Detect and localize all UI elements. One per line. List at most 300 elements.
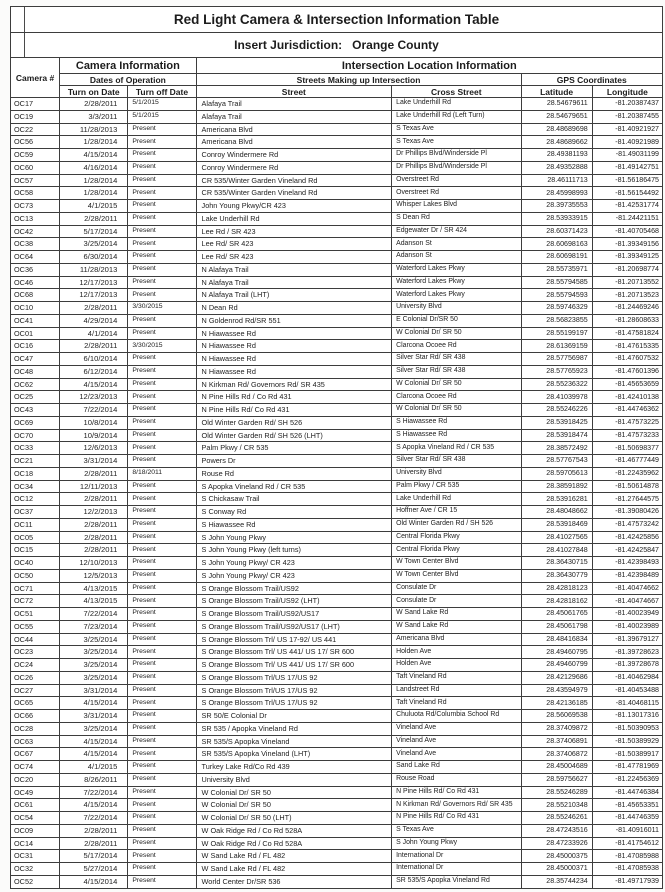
street-cell: Alafaya Trail [196,98,392,111]
camera-id-cell: OC64 [11,251,60,264]
latitude-cell: 28.53918469 [521,518,592,531]
turn-on-date-cell: 5/17/2014 [60,225,128,238]
camera-id-cell: OC46 [11,276,60,289]
longitude-cell: -81.24421151 [592,212,662,225]
longitude-cell: -81.50390953 [592,722,662,735]
cross-street-cell: S Texas Ave [392,136,521,149]
table-row [11,773,663,786]
camera-id-cell: OC59 [11,149,60,162]
longitude-cell: -81.47085988 [592,850,662,863]
camera-id-cell: OC24 [11,659,60,672]
camera-id-cell: OC20 [11,773,60,786]
turn-on-date-cell: 3/25/2014 [60,646,128,659]
table-row [11,710,663,723]
latitude-cell: 28.54679611 [521,98,592,111]
longitude-cell: -81.47573225 [592,416,662,429]
latitude-cell: 28.60698191 [521,251,592,264]
cross-street-cell: W Sand Lake Rd [392,620,521,633]
latitude-cell: 28.55199197 [521,327,592,340]
street-cell: S John Young Pkwy/ CR 423 [196,557,392,570]
longitude-cell: -81.47085938 [592,863,662,876]
camera-id-cell: OC40 [11,557,60,570]
latitude-cell: 28.35744234 [521,875,592,888]
jurisdiction-cell [11,33,663,58]
street-cell: SR 535 / Apopka Vineland Rd [196,722,392,735]
latitude-cell: 28.53933915 [521,212,592,225]
longitude-cell: -81.42398493 [592,557,662,570]
turn-off-date-cell: Present [128,710,196,723]
turn-off-date-cell: Present [128,416,196,429]
longitude-cell: -81.39679127 [592,633,662,646]
table-row [11,620,663,633]
latitude-cell: 28.56069538 [521,710,592,723]
cross-street-cell: Clarcona Ocoee Rd [392,340,521,353]
longitude-cell: -81.45653351 [592,799,662,812]
table-row [11,340,663,353]
street-cell: John Young Pkwy/CR 423 [196,200,392,213]
street-cell: SR 535/S Apopka Vineland [196,735,392,748]
camera-id-cell: OC51 [11,608,60,621]
latitude-cell: 28.42818162 [521,595,592,608]
longitude-cell: -81.20387437 [592,98,662,111]
turn-off-date-cell: Present [128,314,196,327]
longitude-cell: -81.24469246 [592,302,662,315]
turn-on-date-cell: 4/15/2014 [60,697,128,710]
table-row [11,289,663,302]
latitude-cell: 28.49460799 [521,659,592,672]
longitude-cell: -81.40023949 [592,608,662,621]
turn-on-date-cell: 10/8/2014 [60,416,128,429]
longitude-header: Longitude [592,86,662,98]
turn-on-date-cell: 7/22/2014 [60,786,128,799]
table-row [11,161,663,174]
data-table [10,6,663,889]
turn-off-date-cell: Present [128,276,196,289]
table-row [11,98,663,111]
street-cell: University Blvd [196,773,392,786]
turn-on-date-cell: 3/3/2011 [60,110,128,123]
street-cell: N Hiawassee Rd [196,365,392,378]
street-cell: N Kirkman Rd/ Governors Rd/ SR 435 [196,378,392,391]
longitude-cell: -81.44746362 [592,404,662,417]
street-cell: S John Young Pkwy (left turns) [196,544,392,557]
cross-street-cell: Silver Star Rd/ SR 438 [392,455,521,468]
turn-off-date-cell: Present [128,200,196,213]
turn-on-date-cell: 12/2/2013 [60,506,128,519]
turn-on-date-cell: 2/28/2011 [60,837,128,850]
table-row [11,582,663,595]
cross-street-cell: International Dr [392,850,521,863]
street-header: Street [196,86,392,98]
turn-on-date-cell: 4/15/2014 [60,748,128,761]
turn-off-date-cell: Present [128,557,196,570]
turn-off-date-cell: Present [128,327,196,340]
latitude-cell: 28.45061765 [521,608,592,621]
camera-id-cell: OC48 [11,365,60,378]
table-row [11,646,663,659]
longitude-cell: -81.40474662 [592,582,662,595]
table-row [11,365,663,378]
turn-off-date-cell: Present [128,620,196,633]
turn-off-date-header: Turn off Date [128,86,196,98]
turn-on-date-cell: 12/11/2013 [60,480,128,493]
cross-street-cell: N Pine Hills Rd/ Co Rd 431 [392,812,521,825]
cross-street-cell: Vineland Ave [392,735,521,748]
longitude-cell: -81.40916011 [592,824,662,837]
turn-on-date-cell: 4/15/2014 [60,735,128,748]
turn-on-date-cell: 8/26/2011 [60,773,128,786]
turn-on-date-cell: 4/15/2014 [60,378,128,391]
cross-street-cell: International Dr [392,863,521,876]
table-row [11,149,663,162]
turn-off-date-cell: Present [128,480,196,493]
camera-id-cell: OC22 [11,123,60,136]
latitude-cell: 28.55246289 [521,786,592,799]
street-cell: W Colonial Dr/ SR 50 [196,799,392,812]
longitude-cell: -81.42410138 [592,391,662,404]
longitude-cell: -81.42398489 [592,569,662,582]
turn-off-date-cell: Present [128,149,196,162]
turn-on-date-cell: 2/28/2011 [60,340,128,353]
street-cell: World Center Dr/SR 536 [196,875,392,888]
turn-on-date-cell: 2/28/2011 [60,493,128,506]
turn-on-date-cell: 3/25/2014 [60,633,128,646]
turn-on-date-cell: 4/15/2014 [60,875,128,888]
turn-off-date-cell: Present [128,659,196,672]
cross-street-cell: Vineland Ave [392,748,521,761]
table-row [11,837,663,850]
longitude-cell: -81.46777449 [592,455,662,468]
street-cell: S Orange Blossom Trl/US 17/US 92 [196,671,392,684]
cross-street-cell: Sand Lake Rd [392,761,521,774]
latitude-cell: 28.48689698 [521,123,592,136]
camera-id-cell: OC42 [11,225,60,238]
table-row [11,722,663,735]
longitude-cell: -81.44746359 [592,812,662,825]
cross-street-cell: Old Winter Garden Rd / SH 526 [392,518,521,531]
street-cell: S Orange Blossom Trail/US92/US17 [196,608,392,621]
table-row [11,136,663,149]
latitude-cell: 28.47243516 [521,824,592,837]
latitude-cell: 28.38591892 [521,480,592,493]
longitude-cell: -81.47581824 [592,327,662,340]
table-row [11,353,663,366]
cross-street-cell: W Colonial Dr/ SR 50 [392,404,521,417]
camera-id-cell: OC71 [11,582,60,595]
latitude-cell: 28.53916281 [521,493,592,506]
street-cell: S John Young Pkwy [196,531,392,544]
longitude-cell: -81.41754612 [592,837,662,850]
turn-on-date-cell: 4/1/2014 [60,327,128,340]
camera-id-cell: OC32 [11,863,60,876]
camera-id-cell: OC58 [11,187,60,200]
camera-id-cell: OC34 [11,480,60,493]
camera-id-cell: OC21 [11,455,60,468]
cross-street-cell: Waterford Lakes Pkwy [392,289,521,302]
latitude-cell: 28.41027848 [521,544,592,557]
camera-id-cell: OC01 [11,327,60,340]
street-cell: S Orange Blossom Trail/US92/US17 (LHT) [196,620,392,633]
turn-off-date-cell: Present [128,850,196,863]
longitude-cell: -81.50698377 [592,442,662,455]
cross-street-cell: Rouse Road [392,773,521,786]
street-cell: CR 535/Winter Garden Vineland Rd [196,174,392,187]
street-cell: N Hiawassee Rd [196,340,392,353]
cross-street-cell: Edgewater Dr / SR 424 [392,225,521,238]
latitude-cell: 28.48048662 [521,506,592,519]
turn-off-date-cell: Present [128,569,196,582]
turn-on-date-cell: 2/28/2011 [60,302,128,315]
turn-off-date-cell: Present [128,875,196,888]
camera-id-cell: OC72 [11,595,60,608]
camera-id-cell: OC55 [11,620,60,633]
street-cell: SR 50/E Colonial Dr [196,710,392,723]
table-row [11,404,663,417]
turn-on-date-cell: 7/22/2014 [60,608,128,621]
latitude-cell: 28.45004689 [521,761,592,774]
cross-street-cell: University Blvd [392,302,521,315]
gps-coordinates-header: GPS Coordinates [521,74,662,86]
turn-off-date-cell: Present [128,799,196,812]
turn-off-date-cell: Present [128,761,196,774]
camera-id-cell: OC28 [11,722,60,735]
table-row [11,251,663,264]
cross-street-header: Cross Street [392,86,521,98]
cross-street-cell: Vineland Ave [392,722,521,735]
camera-id-cell: OC09 [11,824,60,837]
longitude-cell: -81.49142751 [592,161,662,174]
latitude-cell: 28.37406872 [521,748,592,761]
camera-id-cell: OC67 [11,748,60,761]
street-cell: Lee Rd/ SR 423 [196,251,392,264]
longitude-cell: -81.50614878 [592,480,662,493]
streets-making-up-header: Streets Making up Intersection [196,74,521,86]
cross-street-cell: S Hiawassee Rd [392,429,521,442]
table-row [11,429,663,442]
cross-street-cell: Consulate Dr [392,582,521,595]
turn-on-date-cell: 12/5/2013 [60,569,128,582]
camera-id-cell: OC65 [11,697,60,710]
street-cell: S Orange Blossom Trail/US92 [196,582,392,595]
latitude-cell: 28.55735971 [521,263,592,276]
street-cell: N Alafaya Trail [196,276,392,289]
street-cell: S Orange Blossom Trl/US 17/US 92 [196,697,392,710]
turn-off-date-cell: Present [128,493,196,506]
camera-id-cell: OC23 [11,646,60,659]
latitude-cell: 28.42818123 [521,582,592,595]
table-row [11,786,663,799]
intersection-information-header: Intersection Location Information [196,58,662,74]
turn-on-date-cell: 5/17/2014 [60,850,128,863]
turn-off-date-cell: Present [128,773,196,786]
table-header [11,7,663,98]
turn-on-date-cell: 12/6/2013 [60,442,128,455]
latitude-cell: 28.41039978 [521,391,592,404]
street-cell: S John Young Pkwy/ CR 423 [196,569,392,582]
table-row [11,684,663,697]
longitude-cell: -81.44746384 [592,786,662,799]
table-row [11,697,663,710]
turn-off-date-cell: Present [128,786,196,799]
table-row [11,480,663,493]
latitude-cell: 28.45998993 [521,187,592,200]
turn-off-date-cell: Present [128,429,196,442]
table-row [11,671,663,684]
table-row [11,557,663,570]
longitude-cell: -81.42425847 [592,544,662,557]
camera-id-cell: OC50 [11,569,60,582]
turn-on-date-cell: 12/17/2013 [60,289,128,302]
table-row [11,212,663,225]
turn-on-date-cell: 4/29/2014 [60,314,128,327]
turn-on-date-cell: 4/13/2015 [60,595,128,608]
turn-off-date-cell: Present [128,518,196,531]
camera-id-cell: OC31 [11,850,60,863]
longitude-cell: -81.47781969 [592,761,662,774]
street-cell: S Hiawassee Rd [196,518,392,531]
latitude-cell: 28.55246226 [521,404,592,417]
group-header-row [11,58,663,74]
cross-street-cell: Adanson St [392,251,521,264]
latitude-cell: 28.41027565 [521,531,592,544]
latitude-cell: 28.59756627 [521,773,592,786]
latitude-cell: 28.47233926 [521,837,592,850]
camera-id-cell: OC63 [11,735,60,748]
page-title: Red Light Camera & Intersection Information Table [11,7,663,33]
latitude-cell: 28.57767543 [521,455,592,468]
turn-off-date-cell: Present [128,633,196,646]
camera-id-cell: OC56 [11,136,60,149]
latitude-cell: 28.37409872 [521,722,592,735]
cross-street-cell: E Colonial Dr/SR 50 [392,314,521,327]
table-row [11,824,663,837]
turn-off-date-cell: Present [128,161,196,174]
turn-on-date-cell: 4/16/2014 [60,161,128,174]
table-row [11,799,663,812]
table-row [11,378,663,391]
latitude-cell: 28.49460795 [521,646,592,659]
longitude-cell: -81.50389929 [592,735,662,748]
table-row [11,416,663,429]
latitude-cell: 28.56823855 [521,314,592,327]
latitude-cell: 28.39735553 [521,200,592,213]
table-row [11,263,663,276]
camera-id-cell: OC05 [11,531,60,544]
camera-id-cell: OC37 [11,506,60,519]
jurisdiction-row [11,33,663,58]
cross-street-cell: Palm Pkwy / CR 535 [392,480,521,493]
table-row [11,225,663,238]
turn-off-date-cell: Present [128,735,196,748]
latitude-cell: 28.37406891 [521,735,592,748]
camera-number-header: Camera # [11,58,60,98]
street-cell: N Dean Rd [196,302,392,315]
latitude-cell: 28.55210348 [521,799,592,812]
turn-off-date-cell: Present [128,863,196,876]
turn-on-date-cell: 4/13/2015 [60,582,128,595]
street-cell: N Alafaya Trail (LHT) [196,289,392,302]
turn-on-date-cell: 1/28/2014 [60,187,128,200]
turn-on-date-cell: 12/10/2013 [60,557,128,570]
longitude-cell: -81.40468115 [592,697,662,710]
longitude-cell: -81.39349125 [592,251,662,264]
cross-street-cell: S Apopka Vineland Rd / CR 535 [392,442,521,455]
longitude-cell: -81.56154492 [592,187,662,200]
table-row [11,442,663,455]
turn-off-date-cell: Present [128,812,196,825]
camera-id-cell: OC36 [11,263,60,276]
camera-id-cell: OC61 [11,799,60,812]
table-row [11,595,663,608]
cross-street-cell: Chuluota Rd/Columbia School Rd [392,710,521,723]
cross-street-cell: University Blvd [392,467,521,480]
longitude-cell: -81.47573242 [592,518,662,531]
title-row [11,7,663,33]
street-cell: N Pine Hills Rd / Co Rd 431 [196,391,392,404]
latitude-cell: 28.43594979 [521,684,592,697]
turn-off-date-cell: Present [128,404,196,417]
street-cell: Lee Rd/ SR 423 [196,238,392,251]
street-cell: N Hiawassee Rd [196,353,392,366]
cross-street-cell: S Texas Ave [392,824,521,837]
longitude-cell: -81.49717939 [592,875,662,888]
street-cell: S Orange Blossom Trl/ US 441/ US 17/ SR 600 [196,646,392,659]
table-row [11,493,663,506]
latitude-cell: 28.42136185 [521,697,592,710]
table-row [11,123,663,136]
table-row [11,875,663,888]
longitude-cell: -81.28608633 [592,314,662,327]
turn-off-date-cell: Present [128,365,196,378]
cross-street-cell: Clarcona Ocoee Rd [392,391,521,404]
turn-on-date-cell: 3/31/2014 [60,684,128,697]
turn-off-date-cell: Present [128,238,196,251]
turn-on-date-cell: 2/28/2011 [60,212,128,225]
cross-street-cell: N Kirkman Rd/ Governors Rd/ SR 435 [392,799,521,812]
longitude-cell: -81.20713523 [592,289,662,302]
latitude-cell: 28.45061798 [521,620,592,633]
longitude-cell: -81.47601396 [592,365,662,378]
cross-street-cell: W Sand Lake Rd [392,608,521,621]
turn-off-date-cell: Present [128,289,196,302]
table-row [11,659,663,672]
turn-on-date-cell: 7/23/2014 [60,620,128,633]
longitude-cell: -81.40921989 [592,136,662,149]
latitude-cell: 28.57765923 [521,365,592,378]
table-row [11,314,663,327]
table-row [11,455,663,468]
street-cell: Powers Dr [196,455,392,468]
longitude-cell: -81.42425856 [592,531,662,544]
turn-off-date-cell: 5/1/2015 [128,98,196,111]
longitude-cell: -81.47573233 [592,429,662,442]
table-row [11,850,663,863]
cross-street-cell: W Colonial Dr/ SR 50 [392,378,521,391]
camera-id-cell: OC15 [11,544,60,557]
table-row [11,200,663,213]
turn-off-date-cell: Present [128,684,196,697]
turn-on-date-cell: 3/31/2014 [60,455,128,468]
latitude-header: Latitude [521,86,592,98]
camera-id-cell: OC62 [11,378,60,391]
longitude-cell: -81.40474667 [592,595,662,608]
latitude-cell: 28.55236322 [521,378,592,391]
street-cell: N Pine Hills Rd/ Co Rd 431 [196,404,392,417]
camera-id-cell: OC57 [11,174,60,187]
camera-id-cell: OC11 [11,518,60,531]
cross-street-cell: Dr Phillips Blvd/Winderside Pl [392,149,521,162]
street-cell: S Orange Blossom Trl/ US 441/ US 17/ SR 600 [196,659,392,672]
